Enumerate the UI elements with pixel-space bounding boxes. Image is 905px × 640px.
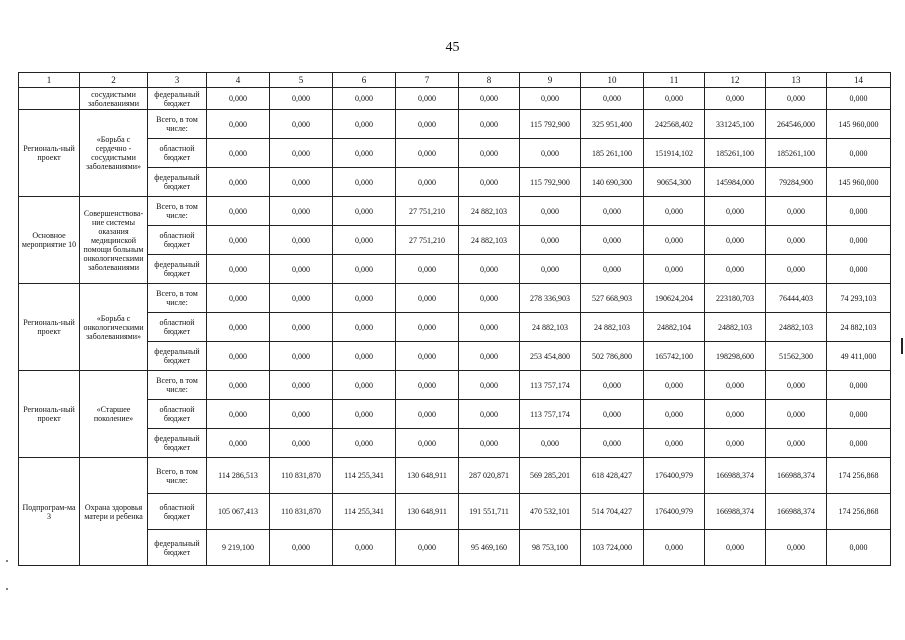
amount-cell: 0,000 [581,226,644,255]
amount-cell: 0,000 [207,197,270,226]
amount-cell: 0,000 [270,88,333,110]
amount-cell: 0,000 [520,226,581,255]
amount-cell: 0,000 [520,139,581,168]
amount-cell: 114 286,513 [207,458,270,494]
amount-cell: 190624,204 [644,284,705,313]
amount-cell: 242568,402 [644,110,705,139]
amount-cell: 113 757,174 [520,371,581,400]
amount-cell: 0,000 [644,530,705,566]
program-name-cell: Региональ-ный проект [19,110,80,197]
amount-cell: 9 219,100 [207,530,270,566]
amount-cell: 0,000 [459,110,520,139]
scan-dot [6,560,8,562]
amount-cell: 0,000 [333,429,396,458]
column-header: 5 [270,73,333,88]
amount-cell: 0,000 [396,530,459,566]
table-row [19,255,891,284]
program-name-cell: Региональ-ный проект [19,284,80,371]
amount-cell: 176400,979 [644,458,705,494]
amount-cell: 0,000 [333,530,396,566]
amount-cell: 24882,103 [705,313,766,342]
table-row [19,429,891,458]
amount-cell: 74 293,103 [827,284,891,313]
amount-cell: 0,000 [333,313,396,342]
amount-cell: 166988,374 [766,494,827,530]
amount-cell: 165742,100 [644,342,705,371]
program-name-cell: Региональ-ный проект [19,371,80,458]
amount-cell: 0,000 [520,88,581,110]
amount-cell: 278 336,903 [520,284,581,313]
funding-source-cell: областной бюджет [148,226,207,255]
amount-cell: 0,000 [459,88,520,110]
amount-cell: 264546,000 [766,110,827,139]
amount-cell: 0,000 [396,400,459,429]
amount-cell: 145984,000 [705,168,766,197]
amount-cell: 0,000 [520,197,581,226]
amount-cell: 0,000 [459,139,520,168]
funding-source-cell: областной бюджет [148,139,207,168]
funding-source-cell: Всего, в том числе: [148,284,207,313]
amount-cell: 145 960,000 [827,168,891,197]
funding-source-cell: федеральный бюджет [148,168,207,197]
amount-cell: 0,000 [827,371,891,400]
amount-cell: 0,000 [644,255,705,284]
amount-cell: 24882,104 [644,313,705,342]
amount-cell: 0,000 [766,400,827,429]
amount-cell: 0,000 [766,530,827,566]
table-row [19,197,891,226]
amount-cell: 0,000 [270,255,333,284]
amount-cell: 0,000 [644,88,705,110]
column-header: 3 [148,73,207,88]
amount-cell: 0,000 [270,139,333,168]
amount-cell: 0,000 [766,88,827,110]
amount-cell: 0,000 [581,255,644,284]
amount-cell: 0,000 [270,284,333,313]
amount-cell: 0,000 [207,342,270,371]
funding-source-cell: Всего, в том числе: [148,110,207,139]
amount-cell: 569 285,201 [520,458,581,494]
program-description-cell: Совершенствова-ние системы оказания медицинской помощи больным онкологическими заболеваниями [80,197,148,284]
amount-cell: 0,000 [207,255,270,284]
amount-cell: 514 704,427 [581,494,644,530]
table-row [19,139,891,168]
amount-cell: 198298,600 [705,342,766,371]
column-header: 2 [80,73,148,88]
amount-cell: 0,000 [827,255,891,284]
amount-cell: 0,000 [705,226,766,255]
amount-cell: 115 792,900 [520,168,581,197]
amount-cell: 0,000 [459,371,520,400]
amount-cell: 0,000 [396,110,459,139]
column-header: 10 [581,73,644,88]
amount-cell: 0,000 [396,139,459,168]
funding-source-cell: Всего, в том числе: [148,371,207,400]
amount-cell: 24882,103 [766,313,827,342]
amount-cell: 0,000 [270,342,333,371]
amount-cell: 0,000 [581,371,644,400]
amount-cell: 0,000 [396,313,459,342]
amount-cell: 0,000 [333,168,396,197]
amount-cell: 105 067,413 [207,494,270,530]
amount-cell: 0,000 [827,197,891,226]
amount-cell: 49 411,000 [827,342,891,371]
amount-cell: 0,000 [270,313,333,342]
amount-cell: 166988,374 [705,494,766,530]
amount-cell: 0,000 [459,400,520,429]
program-name-cell [19,88,80,110]
amount-cell: 0,000 [644,429,705,458]
amount-cell: 0,000 [827,226,891,255]
table-row [19,88,891,110]
table-row [19,226,891,255]
amount-cell: 0,000 [270,168,333,197]
amount-cell: 331245,100 [705,110,766,139]
amount-cell: 130 648,911 [396,494,459,530]
amount-cell: 0,000 [207,284,270,313]
amount-cell: 0,000 [827,139,891,168]
amount-cell: 0,000 [333,255,396,284]
scan-mark [901,338,903,354]
amount-cell: 0,000 [396,342,459,371]
funding-source-cell: федеральный бюджет [148,530,207,566]
program-name-cell: Подпрограм-ма 3 [19,458,80,566]
amount-cell: 0,000 [396,429,459,458]
amount-cell: 98 753,100 [520,530,581,566]
amount-cell: 0,000 [827,530,891,566]
column-header: 13 [766,73,827,88]
amount-cell: 0,000 [207,313,270,342]
amount-cell: 145 960,000 [827,110,891,139]
amount-cell: 24 882,103 [459,226,520,255]
column-header: 14 [827,73,891,88]
funding-source-cell: федеральный бюджет [148,255,207,284]
amount-cell: 0,000 [396,168,459,197]
amount-cell: 0,000 [270,371,333,400]
amount-cell: 0,000 [459,429,520,458]
amount-cell: 140 690,300 [581,168,644,197]
amount-cell: 0,000 [270,197,333,226]
amount-cell: 253 454,800 [520,342,581,371]
amount-cell: 0,000 [333,284,396,313]
table-row [19,110,891,139]
amount-cell: 0,000 [333,110,396,139]
program-name-cell: Основное мероприятие 10 [19,197,80,284]
amount-cell: 0,000 [705,197,766,226]
amount-cell: 185261,100 [705,139,766,168]
funding-source-cell: областной бюджет [148,400,207,429]
amount-cell: 0,000 [207,88,270,110]
budget-table [18,72,891,566]
amount-cell: 174 256,868 [827,494,891,530]
amount-cell: 166988,374 [766,458,827,494]
amount-cell: 325 951,400 [581,110,644,139]
program-description-cell: Охрана здоровья матери и ребенка [80,458,148,566]
amount-cell: 0,000 [705,530,766,566]
table-body [19,88,891,566]
amount-cell: 0,000 [459,313,520,342]
amount-cell: 502 786,800 [581,342,644,371]
funding-source-cell: федеральный бюджет [148,429,207,458]
amount-cell: 0,000 [766,255,827,284]
amount-cell: 0,000 [207,226,270,255]
amount-cell: 95 469,160 [459,530,520,566]
amount-cell: 0,000 [459,168,520,197]
amount-cell: 113 757,174 [520,400,581,429]
table-row [19,400,891,429]
amount-cell: 0,000 [207,139,270,168]
amount-cell: 130 648,911 [396,458,459,494]
amount-cell: 166988,374 [705,458,766,494]
amount-cell: 0,000 [333,139,396,168]
amount-cell: 0,000 [827,429,891,458]
amount-cell: 0,000 [333,88,396,110]
amount-cell: 0,000 [333,371,396,400]
column-header: 8 [459,73,520,88]
amount-cell: 110 831,870 [270,494,333,530]
amount-cell: 76444,403 [766,284,827,313]
amount-cell: 176400,979 [644,494,705,530]
amount-cell: 0,000 [644,371,705,400]
amount-cell: 79284,900 [766,168,827,197]
amount-cell: 0,000 [333,197,396,226]
amount-cell: 51562,300 [766,342,827,371]
column-header: 4 [207,73,270,88]
amount-cell: 527 668,903 [581,284,644,313]
table-row [19,284,891,313]
program-description-cell: «Борьба с сердечно - сосудистыми заболеваниями» [80,110,148,197]
amount-cell: 151914,102 [644,139,705,168]
amount-cell: 0,000 [207,371,270,400]
amount-cell: 0,000 [766,429,827,458]
amount-cell: 223180,703 [705,284,766,313]
amount-cell: 0,000 [270,530,333,566]
column-header: 11 [644,73,705,88]
amount-cell: 0,000 [396,371,459,400]
amount-cell: 0,000 [207,168,270,197]
funding-source-cell: федеральный бюджет [148,342,207,371]
amount-cell: 0,000 [270,400,333,429]
amount-cell: 0,000 [581,88,644,110]
table-row [19,494,891,530]
amount-cell: 0,000 [705,429,766,458]
funding-source-cell: Всего, в том числе: [148,458,207,494]
amount-cell: 90654,300 [644,168,705,197]
amount-cell: 0,000 [581,197,644,226]
amount-cell: 0,000 [705,371,766,400]
header-row [19,73,891,88]
amount-cell: 0,000 [459,255,520,284]
amount-cell: 174 256,868 [827,458,891,494]
amount-cell: 0,000 [333,400,396,429]
amount-cell: 0,000 [644,226,705,255]
amount-cell: 0,000 [520,255,581,284]
amount-cell: 114 255,341 [333,458,396,494]
amount-cell: 24 882,103 [459,197,520,226]
amount-cell: 0,000 [396,284,459,313]
amount-cell: 115 792,900 [520,110,581,139]
funding-source-cell: федеральный бюджет [148,88,207,110]
amount-cell: 27 751,210 [396,226,459,255]
amount-cell: 0,000 [581,400,644,429]
amount-cell: 0,000 [520,429,581,458]
column-header: 7 [396,73,459,88]
amount-cell: 24 882,103 [520,313,581,342]
amount-cell: 191 551,711 [459,494,520,530]
table-row [19,313,891,342]
column-header: 1 [19,73,80,88]
amount-cell: 0,000 [827,400,891,429]
scan-dot [6,588,8,590]
amount-cell: 110 831,870 [270,458,333,494]
amount-cell: 0,000 [766,226,827,255]
amount-cell: 185261,100 [766,139,827,168]
amount-cell: 0,000 [396,255,459,284]
amount-cell: 0,000 [766,197,827,226]
amount-cell: 470 532,101 [520,494,581,530]
amount-cell: 0,000 [207,429,270,458]
amount-cell: 0,000 [333,226,396,255]
amount-cell: 0,000 [766,371,827,400]
program-description-cell: сосудистыми заболеваниями [80,88,148,110]
program-description-cell: «Борьба с онкологическими заболеваниями» [80,284,148,371]
funding-source-cell: областной бюджет [148,313,207,342]
amount-cell: 0,000 [270,226,333,255]
amount-cell: 114 255,341 [333,494,396,530]
page-number: 45 [445,40,460,55]
amount-cell: 0,000 [705,88,766,110]
amount-cell: 27 751,210 [396,197,459,226]
amount-cell: 287 020,871 [459,458,520,494]
table-row [19,458,891,494]
column-header: 9 [520,73,581,88]
column-header: 6 [333,73,396,88]
table-row [19,168,891,197]
amount-cell: 0,000 [705,400,766,429]
table-row [19,371,891,400]
amount-cell: 0,000 [270,110,333,139]
amount-cell: 0,000 [581,429,644,458]
funding-source-cell: Всего, в том числе: [148,197,207,226]
amount-cell: 618 428,427 [581,458,644,494]
program-description-cell: «Старшее поколение» [80,371,148,458]
column-header: 12 [705,73,766,88]
amount-cell: 24 882,103 [581,313,644,342]
amount-cell: 0,000 [644,400,705,429]
table-row [19,530,891,566]
amount-cell: 0,000 [459,284,520,313]
amount-cell: 0,000 [333,342,396,371]
amount-cell: 24 882,103 [827,313,891,342]
table-row [19,342,891,371]
amount-cell: 0,000 [827,88,891,110]
funding-source-cell: областной бюджет [148,494,207,530]
amount-cell: 0,000 [270,429,333,458]
amount-cell: 0,000 [396,88,459,110]
amount-cell: 0,000 [644,197,705,226]
amount-cell: 0,000 [705,255,766,284]
amount-cell: 185 261,100 [581,139,644,168]
amount-cell: 0,000 [207,110,270,139]
amount-cell: 0,000 [459,342,520,371]
amount-cell: 103 724,000 [581,530,644,566]
amount-cell: 0,000 [207,400,270,429]
